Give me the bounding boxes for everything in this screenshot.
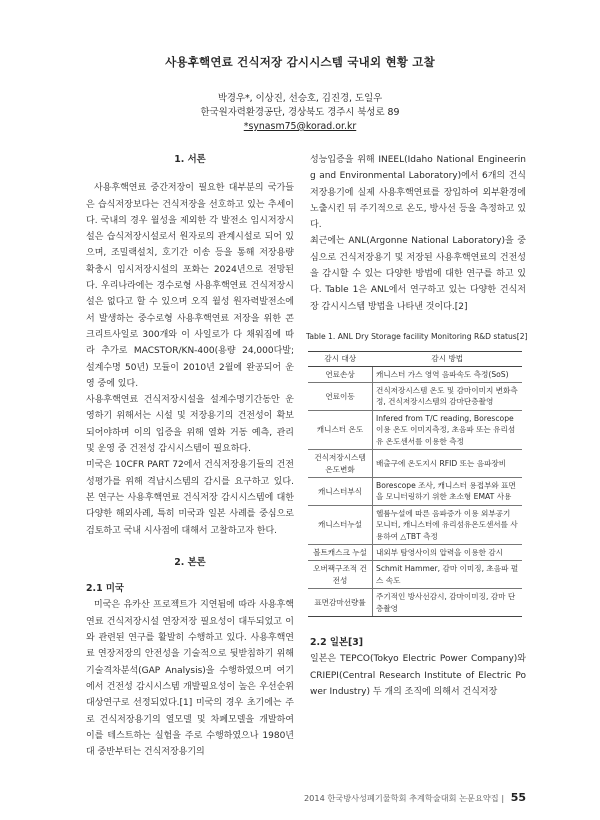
table-row: [308, 544, 522, 560]
paper-title: 사용후핵연료 건식저장 감시시스템 국내외 현황 고찰: [165, 55, 435, 69]
subsection-heading-japan: 2.2 일본[3]: [310, 636, 364, 648]
right-paragraph: 최근에는 ANL(Argonne National Laboratory)을 중심으로 건식저장용기 및 저장된 사용후핵연료의 건전성을 감시할 수 있는 다양한 방법에 대한 연구를 하고 있다. Table 1은 ANL에서 연구하고 있는 다양한 건식저장 감시시스템 방법을 나타낸 것이다.[2]: [310, 236, 526, 312]
intro-paragraph: 미국은 10CFR PART 72에서 건식저장용기들의 건전성평가를 위해 격납시스템의 감시를 요구하고 있다. 본 연구는 사용후핵연료 건식저장 감시시스템에 대한 다양한 해외사례, 특히 미국과 일본 사례를 중심으로 검토하고 국내 시사점에 대해서 고찰하고자 한다.: [86, 460, 294, 536]
journal-name: 2014 한국방사성폐기물학회 추계학술대회 논문요약집: [303, 793, 499, 803]
intro-paragraph: 사용후핵연료 중간저장이 필요한 대부분의 국가들은 습식저장보다는 건식저장을 선호하고 있는 추세이다. 국내의 경우 월성을 제외한 각 발전소 임시저장시설은 습식저장시설로서 원자로의 관계시설로 되어 있으며, 조밀랙설치, 호기간 이송 등을 통해 저장용량 확충시 임시저장시설의 포화는 2024년으로 전망된다. 우리나라에는 경수로형 사용후핵연료 건식저장시설은 없다고 할 수 있으며 오직 월성 원자력발전소에서 발생하는 중수로형 사용후핵연료 저장을 위한 콘크리트사일로 300개와 이 사일로가 다 채워짐에 따라 추가로 MACSTOR/KN-400(용량 24,000다발; 설계수명 50년) 모듈이 2010년 2월에 완공되어 운영 중에 있다.: [86, 183, 294, 389]
table-cell-target: 건식저장시스템 온도변화: [308, 450, 373, 478]
table-row: [308, 505, 522, 544]
intro-paragraph: 사용후핵연료 건식저장시설을 설계수명기간동안 운영하기 위해서는 시설 및 저장용기의 건전성이 확보되어야하며 이의 입증을 위해 열화 거동 예측, 관리 및 운영 중 건전성 감시시스템이 필요하다.: [86, 395, 294, 455]
table-cell-target: 연료손상: [308, 366, 373, 382]
table-cell-target: 연료이동: [308, 383, 373, 411]
table-caption: Table 1. ANL Dry Storage facility Monitoring R&D status[2]: [306, 331, 528, 341]
table-cell-method: 주기적인 방사선감시, 감마이미징, 감마 단층촬영: [373, 589, 523, 617]
us-paragraph: 미국은 유카산 프로젝트가 지연됨에 따라 사용후핵연료 건식저장시설 연장저장 필요성이 대두되었고 이와 관련된 연구를 활발히 수행하고 있다. 사용후핵연료 연장저장의 안전성을 기술적으로 뒷받침하기 위해 기술격차분석(GAP Analysis)을 수행하였으며 여기에서 건전성 감시시스템 개발필요성이 높은 우선순위 대상연구로 선정되었다.[1] 미국의 경우 초기에는 주로 건식저장용기의 열모델 및 차폐모델을 개발하여 이를 테스트하는 실험을 주로 수행하였으나 1980년대 중반부터는 건식저장용기의: [86, 600, 294, 758]
table-row: [308, 410, 522, 449]
page-separator: |: [501, 793, 505, 803]
author-affiliation: 한국원자력환경공단, 경상북도 경주시 북성로 89: [200, 107, 400, 118]
page-number: 55: [510, 791, 526, 804]
table-row: [308, 383, 522, 411]
table-cell-method: Infered from T/C reading, Borescope 이용 온도 이미지측정, 초음파 또는 유리섬유 온도센서를 이용한 측정: [373, 410, 523, 449]
author-email: *synasm75@korad.or.kr: [243, 121, 357, 132]
page-footer: [304, 791, 526, 804]
table-cell-method: 내외부 탐영사이의 압력을 이용한 감시: [373, 544, 523, 560]
subsection-heading-us: 2.1 미국: [86, 583, 124, 595]
table-cell-target: 볼트캐스크 누설: [308, 544, 373, 560]
right-column: [306, 152, 528, 700]
table-cell-method: 건식저장시스템 온도 및 감마이미지 변화측정, 건식저장시스템의 감마단층촬영: [373, 383, 523, 411]
right-paragraph: 성능입증을 위해 INEEL(Idaho National Engineering and Environmental Laboratory)에서 6개의 건식저장용기에 실제 사용후핵연료를 장입하여 외부환경에 노출시킨 뒤 주기적으로 온도, 방사선 등을 측정하고 있다.: [310, 155, 526, 231]
table-row: [308, 450, 522, 478]
table-header: 감시 방법: [373, 352, 523, 366]
table-cell-target: 캐니스터누설: [308, 505, 373, 544]
table-cell-method: 배출구에 온도지시 RFID 또는 음파장비: [373, 450, 523, 478]
table-cell-target: 표면감마선량률: [308, 589, 373, 617]
table-cell-method: Schmit Hammer, 감마 이미징, 초음파 펄스 속도: [373, 561, 523, 589]
table-row: [308, 366, 522, 382]
table-header: 감시 대상: [308, 352, 373, 366]
section-heading-body: 2. 본론: [174, 556, 206, 568]
table-row: [308, 589, 522, 617]
table-cell-method: Borescope 조사, 캐니스터 용접부와 표면을 모니터링하기 위한 초소형 EMAT 사용: [373, 477, 523, 505]
author-names: 박경우*, 이상진, 선승호, 김진경, 도일우: [217, 93, 383, 104]
table-cell-target: 캐니스터부식: [308, 477, 373, 505]
table-cell-method: 헬륨누설에 따른 음파증가 이용 외부공기 모니터, 캐니스터에 유리섬유온도센서를 사용하여 △TBT 측정: [373, 505, 523, 544]
table-cell-target: 캐니스터 온도: [308, 410, 373, 449]
table-cell-target: 오버팩구조적 건전성: [308, 561, 373, 589]
japan-paragraph: 일본은 TEPCO(Tokyo Electric Power Company)와 CRIEPI(Central Research Institute of Electric Power Industry) 두 개의 조직에 의해서 건식저장: [310, 654, 526, 697]
monitoring-table: [308, 351, 522, 617]
table-cell-method: 캐니스터 가스 영역 음파속도 측정(SoS): [373, 366, 523, 382]
left-column: [86, 152, 294, 760]
table-row: [308, 561, 522, 589]
table-row: [308, 477, 522, 505]
author-block: [0, 92, 600, 134]
section-heading-intro: 1. 서론: [174, 154, 206, 165]
